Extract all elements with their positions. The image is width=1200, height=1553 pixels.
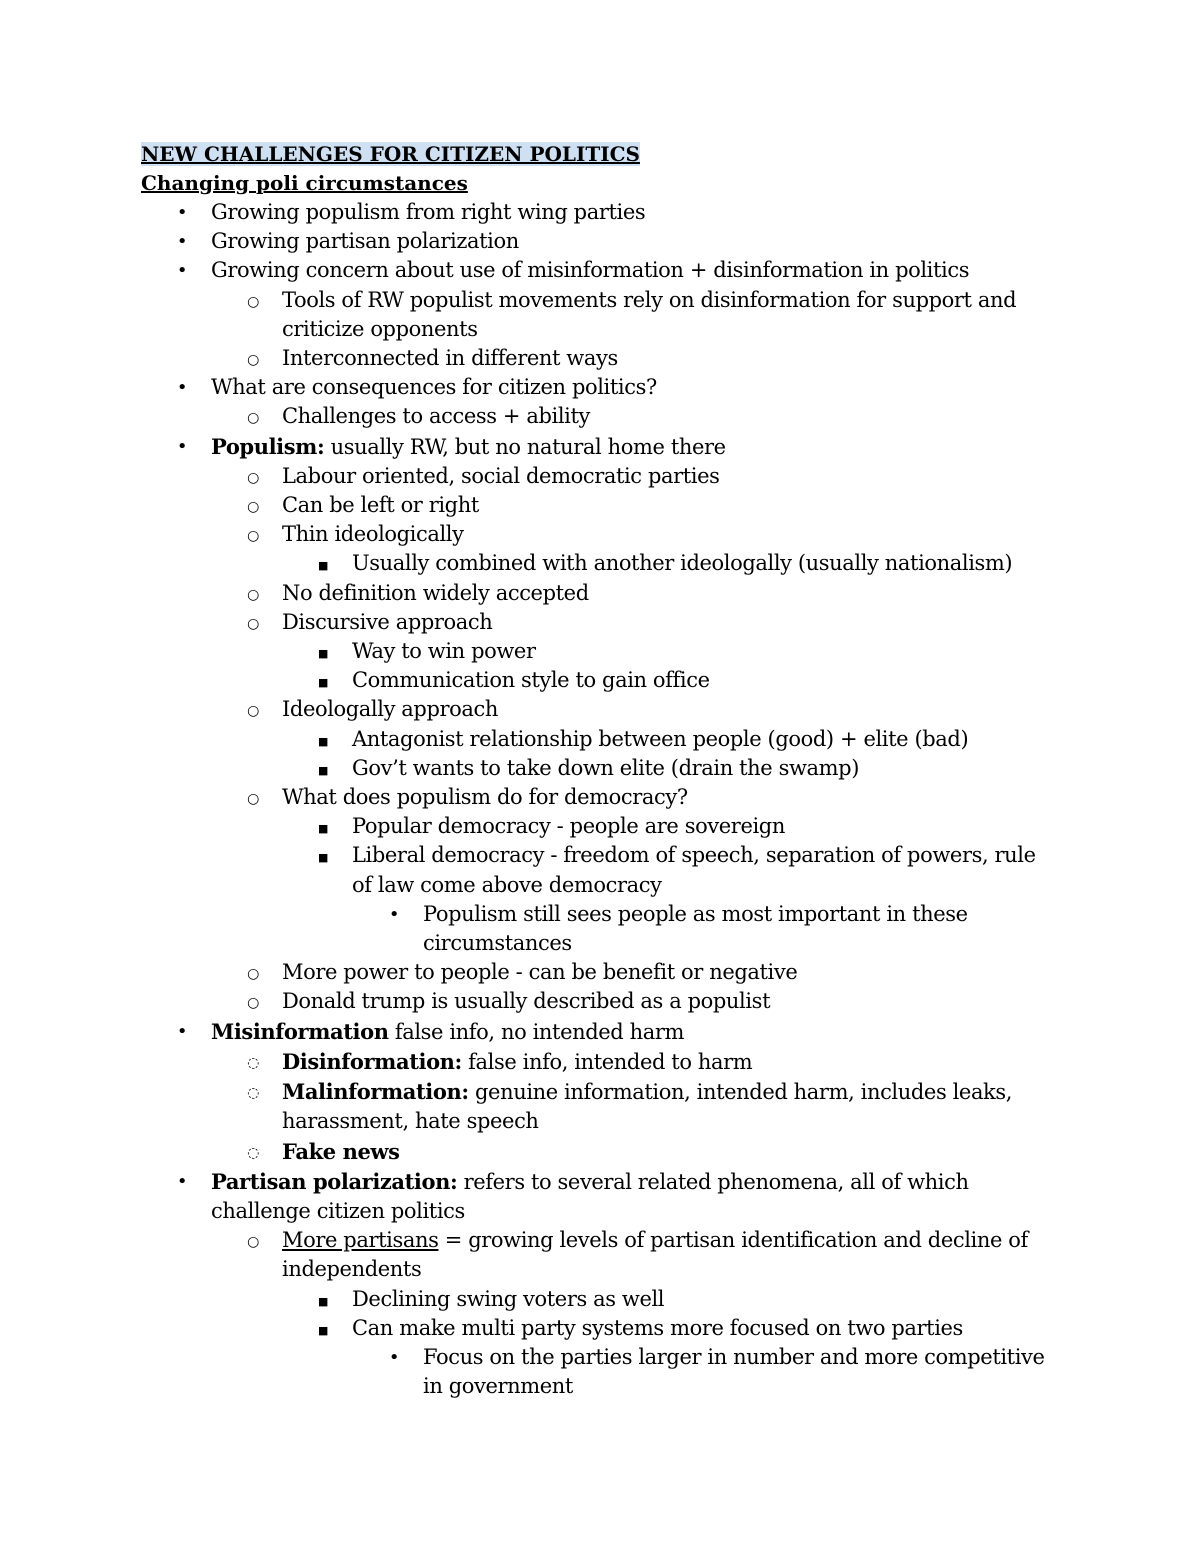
bullet-square-icon — [313, 841, 333, 872]
list-item-continuation — [141, 929, 1081, 958]
list-item — [141, 549, 1081, 578]
list-item-text: independents — [282, 1257, 422, 1282]
list-item-text: criticize opponents — [282, 316, 478, 341]
bullet-square-icon — [313, 812, 333, 843]
list-item — [141, 1017, 1081, 1047]
list-item-text: Can be left or right — [282, 493, 479, 518]
bullet-disc-icon — [172, 256, 192, 285]
list-item — [141, 900, 1081, 929]
list-item-text: What are consequences for citizen politics? — [211, 375, 657, 400]
list-item-text: in government — [423, 1374, 573, 1399]
bullet-circle-icon — [243, 958, 263, 989]
list-item-text: = growing levels of partisan identification and decline of — [438, 1228, 1028, 1253]
bullet-square-icon — [313, 754, 333, 785]
list-item-text: What does populism do for democracy? — [282, 785, 688, 810]
list-item-text: Focus on the parties larger in number and more competitive — [423, 1344, 1045, 1369]
list-item-text: challenge citizen politics — [211, 1198, 465, 1223]
term-malinformation: Malinformation: — [282, 1079, 469, 1105]
term-fake-news: Fake news — [282, 1138, 400, 1164]
term-partisan-polarization: Partisan polarization: — [211, 1168, 458, 1194]
list-item-text: More power to people - can be benefit or negative — [282, 960, 798, 985]
bullet-square-icon — [313, 549, 333, 580]
term-populism: Populism: — [211, 433, 325, 459]
list-item-text: Antagonist relationship between people (good) + elite (bad) — [352, 726, 969, 751]
list-item-text: Liberal democracy - freedom of speech, separation of powers, rule — [352, 843, 1036, 868]
bullet-circle-icon — [243, 462, 263, 493]
bullet-disc-icon — [172, 1017, 192, 1046]
list-item — [141, 841, 1081, 870]
bullet-disc-icon — [172, 227, 192, 256]
list-item — [141, 286, 1081, 315]
list-item-continuation — [141, 1107, 1081, 1136]
list-item-text: refers to several related phenomena, all of which — [457, 1169, 969, 1194]
bullet-square-icon — [313, 637, 333, 668]
list-item-text: Growing concern about use of misinformation + disinformation in politics — [211, 258, 970, 283]
list-item — [141, 812, 1081, 841]
list-item — [141, 666, 1081, 695]
bullet-disc-icon — [172, 1167, 192, 1196]
list-item — [141, 491, 1081, 520]
list-item-text: Challenges to access + ability — [282, 404, 590, 429]
bullet-circle-icon — [243, 402, 263, 433]
bullet-circle-icon — [243, 579, 263, 610]
list-item — [141, 579, 1081, 608]
list-item-text: No definition widely accepted — [282, 580, 589, 605]
list-item — [141, 198, 1081, 227]
bullet-circle-icon — [243, 344, 263, 375]
bullet-square-icon — [313, 1285, 333, 1316]
list-item — [141, 725, 1081, 754]
list-item-text: Usually combined with another ideologally (usually nationalism) — [352, 551, 1013, 576]
list-item — [141, 695, 1081, 724]
list-item-continuation — [141, 1255, 1081, 1284]
list-item — [141, 1285, 1081, 1314]
list-item-text: Way to win power — [352, 639, 536, 664]
list-item — [141, 373, 1081, 402]
bullet-disc-icon — [172, 373, 192, 402]
list-item-text: genuine information, intended harm, includes leaks, — [468, 1080, 1013, 1105]
list-item — [141, 1343, 1081, 1372]
list-item — [141, 432, 1081, 462]
list-item — [141, 1314, 1081, 1343]
list-item — [141, 520, 1081, 549]
bullet-dotted-circle-icon — [243, 1137, 263, 1168]
list-item-continuation — [141, 315, 1081, 344]
list-item — [141, 1226, 1081, 1255]
list-item — [141, 958, 1081, 987]
list-item-text: Tools of RW populist movements rely on disinformation for support and — [282, 287, 1017, 312]
bullet-dotted-circle-icon — [243, 1077, 263, 1108]
list-item-text: Labour oriented, social democratic parties — [282, 463, 720, 488]
list-item — [141, 987, 1081, 1016]
term-disinformation: Disinformation: — [282, 1048, 462, 1074]
list-item-text: Populism still sees people as most important in these — [423, 901, 968, 926]
list-item — [141, 754, 1081, 783]
list-item — [141, 256, 1081, 285]
list-item — [141, 1077, 1081, 1107]
list-item-text: Thin ideologically — [282, 522, 464, 547]
term-misinformation: Misinformation — [211, 1018, 389, 1044]
list-item-text: Growing partisan polarization — [211, 229, 519, 254]
list-item — [141, 608, 1081, 637]
list-item-text: circumstances — [423, 931, 572, 956]
list-item-text: Interconnected in different ways — [282, 346, 618, 371]
list-item-text: Growing populism from right wing parties — [211, 200, 646, 224]
list-item-text: Donald trump is usually described as a populist — [282, 989, 771, 1014]
list-item-text: of law come above democracy — [352, 872, 662, 897]
list-item — [141, 402, 1081, 431]
list-item-text: Can make multi party systems more focused on two parties — [352, 1315, 963, 1340]
list-item — [141, 1137, 1081, 1167]
bullet-disc-icon — [384, 1343, 404, 1372]
bullet-circle-icon — [243, 608, 263, 639]
list-item — [141, 1047, 1081, 1077]
list-item-text: Gov’t wants to take down elite (drain the swamp) — [352, 755, 859, 780]
bullet-circle-icon — [243, 987, 263, 1018]
list-item — [141, 344, 1081, 373]
notes-content — [141, 140, 1081, 1401]
list-item — [141, 462, 1081, 491]
list-item — [141, 227, 1081, 256]
list-item-text: harassment, hate speech — [282, 1109, 539, 1134]
list-item-continuation — [141, 1372, 1081, 1401]
term-more-partisans: More partisans — [282, 1228, 439, 1253]
bullet-disc-icon — [384, 900, 404, 929]
bullet-square-icon — [313, 666, 333, 697]
bullet-circle-icon — [243, 695, 263, 726]
list-item-text: false info, intended to harm — [461, 1049, 753, 1074]
list-item-text: Declining swing voters as well — [352, 1286, 665, 1311]
list-item-text: Discursive approach — [282, 609, 493, 634]
section-subtitle: Changing poli circumstances — [141, 171, 468, 195]
bullet-circle-icon — [243, 520, 263, 551]
bullet-circle-icon — [243, 1226, 263, 1257]
bullet-circle-icon — [243, 491, 263, 522]
list-item — [141, 637, 1081, 666]
list-item-text: Ideologally approach — [282, 697, 498, 722]
list-item-text: usually RW, but no natural home there — [324, 434, 726, 459]
bullet-square-icon — [313, 1314, 333, 1345]
bullet-circle-icon — [243, 783, 263, 814]
page-title-text: NEW CHALLENGES FOR CITIZEN POLITICS — [141, 142, 640, 166]
list-item-continuation — [141, 1197, 1081, 1226]
bullet-circle-icon — [243, 286, 263, 317]
list-item-text: Communication style to gain office — [352, 668, 710, 693]
list-item — [141, 1167, 1081, 1197]
bullet-dotted-circle-icon — [243, 1047, 263, 1078]
page-title — [141, 140, 1081, 169]
list-item-text: Popular democracy - people are sovereign — [352, 814, 785, 839]
list-item — [141, 783, 1081, 812]
list-item-text: false info, no intended harm — [388, 1019, 685, 1044]
bullet-disc-icon — [172, 432, 192, 461]
bullet-square-icon — [313, 725, 333, 756]
bullet-disc-icon — [172, 198, 192, 227]
list-item-continuation — [141, 871, 1081, 900]
